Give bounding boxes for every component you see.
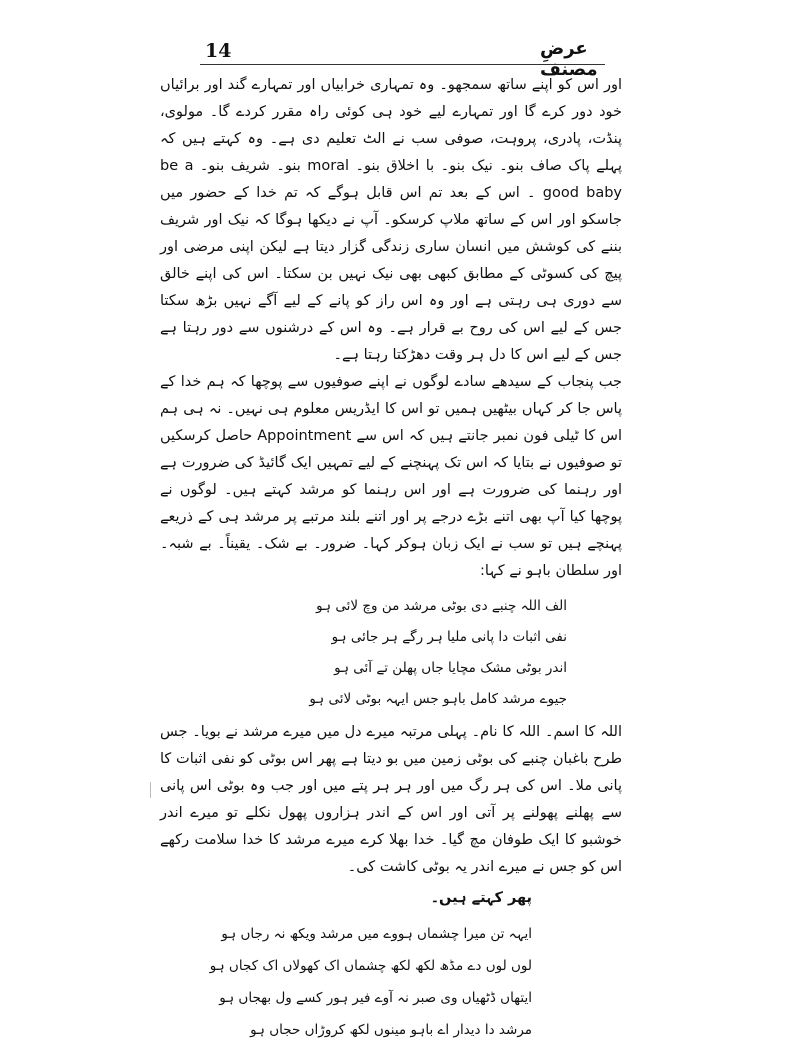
- verse-line: الف اللہ چنبے دی بوٹی مرشد من وچ لائی ہو: [316, 598, 567, 614]
- scan-edge-mark: [150, 782, 165, 798]
- verse-block-1: [160, 591, 622, 715]
- verse-line: لوں لوں دے مڈھ لکھ لکھ چشماں اک کھولاں اک کجاں ہو: [209, 958, 532, 974]
- header-divider: [200, 64, 605, 65]
- running-header-title: عرضِ مصنف: [540, 38, 598, 80]
- paragraph-3: اللہ کا اسم۔ اللہ کا نام۔ پہلی مرتبہ میرے دل میں میرے مرشد نے بویا۔ جس طرح باغبان چنبے کی بوٹی زمین میں بو دیتا ہے پھر اس بوٹی کو نفی اثبات کا پانی ملا۔ اس کی ہر رگ میں اور ہر ہر پتے میں اور جب وہ بوٹی اس پانی سے پھلنے پھولنے پر آتی اور اس کے اندر ہزاروں پھول نکلے تو میرے اندر خوشبو کا ایک طوفان مچ گیا۔ خدا بھلا کرے میرے مرشد کا خدا سلامت رکھے اس کو جس نے میرے اندر یہ بوٹی کاشت کی۔: [160, 724, 622, 875]
- verse-line: ایہہ تن میرا چشماں ہووے میں مرشد ویکھ نہ رجاں ہو: [221, 926, 532, 942]
- verse-line: جیوے مرشد کامل باہو جس ایہہ بوٹی لائی ہو: [309, 691, 567, 707]
- verse-line: مرشد دا دیدار اے باہو مینوں لکھ کروڑاں حجاں ہو: [250, 1022, 532, 1038]
- verse-intro: پھر کہتے ہیں۔: [430, 890, 532, 906]
- verse-line: نفی اثبات دا پانی ملیا ہر رگے ہر جائی ہو: [331, 629, 567, 645]
- verse-line: اندر بوٹی مشک مچایا جاں پھلن تے آئی ہو: [334, 660, 567, 676]
- verse-line: ایتھاں ڈٹھیاں وی صبر نہ آوے فیر ہور کسے ول بھجاں ہو: [219, 990, 532, 1006]
- paragraph-1: اور اس کو اپنے ساتھ سمجھو۔ وہ تمہاری خرابیاں اور تمہارے گند اور برائیاں خود دور کرے گا اور تمہارے لیے خود ہی کوئی راہ مقرر کردے گا۔ مولوی، پنڈت، پادری، پروہت، صوفی سب نے الٹ تعلیم دی ہے۔ وہ کہتے ہیں کہ پہلے پاک صاف بنو۔ نیک بنو۔ با اخلاق بنو۔ moral بنو۔ شریف بنو۔ be a good baby ۔ اس کے بعد تم اس قابل ہوگے کہ تم خدا کے حضور میں جاسکو اور اس کے ساتھ ملاپ کرسکو۔ آپ نے دیکھا ہوگا کہ نیک اور شریف بننے کی کوشش میں انسان ساری زندگی گزار دیتا ہے لیکن اپنی مرضی اور پیچ کی کسوٹی کے مطابق کبھی بھی نیک نہیں بن سکتا۔ اس کی اپنے خالق سے دوری ہی رہتی ہے اور وہ اس راز کو پانے کے لیے آگے نہیں بڑھ سکتا جس کے لیے اس کی روح بے قرار ہے۔ وہ اس کے درشنوں سے دور رہتا ہے جس کے لیے اس کا دل ہر وقت دھڑکتا رہتا ہے۔: [160, 77, 622, 363]
- page-number: 14: [205, 40, 232, 62]
- verse-block-2: [160, 918, 622, 1046]
- page-body: [160, 72, 622, 1050]
- paragraph-2: جب پنجاب کے سیدھے سادے لوگوں نے اپنے صوفیوں سے پوچھا کہ ہم خدا کے پاس جا کر کہاں بیٹھیں ہمیں تو اس کا ایڈریس معلوم ہی نہیں۔ نہ ہی ہم اس کا ٹیلی فون نمبر جانتے ہیں کہ اس سے Appointment حاصل کرسکیں تو صوفیوں نے بتایا کہ اس تک پہنچنے کے لیے تمہیں ایک گائیڈ کی ضرورت ہے اور رہنما کی ضرورت ہے اور اس رہنما کو مرشد کہتے ہیں۔ لوگوں نے پوچھا کیا آپ بھی اتنے بڑے درجے پر اور اتنے بلند مرتبے پر مرشد ہی کے ذریعے پہنچے ہیں تو سب نے ایک زبان ہوکر کہا۔ ضرور۔ بے شک۔ یقیناً۔ بے شبہ۔ اور سلطان باہو نے کہا:: [160, 374, 622, 579]
